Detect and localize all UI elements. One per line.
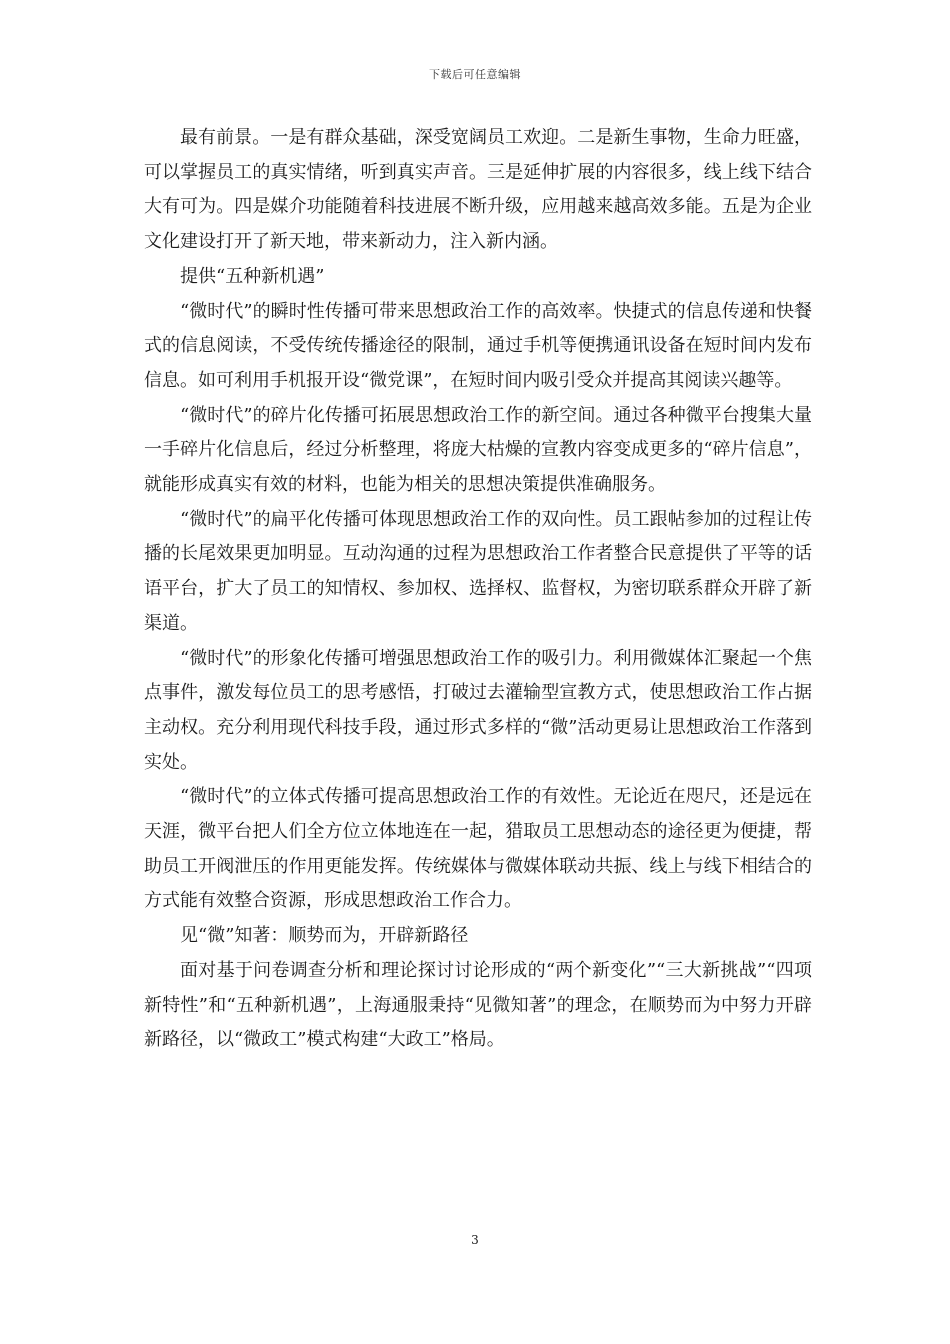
document-body xyxy=(144,121,812,1058)
section-heading-opportunities: 提供“五种新机遇” xyxy=(180,265,325,287)
paragraph-fragmented-spread: “微时代”的碎片化传播可拓展思想政治工作的新空间。通过各种微平台搜集大量一手碎片化信息后，经过分析整理，将庞大枯燥的宣教内容变成更多的“碎片信息”，就能形成真实有效的材料，也能为相关的思想决策提供准确服务。 xyxy=(144,404,812,496)
paragraph-conclusion: 面对基于问卷调查分析和理论探讨讨论形成的“两个新变化”“三大新挑战”“四项新特性”和“五种新机遇”，上海通服秉持“见微知著”的理念，在顺势而为中努力开辟新路径，以“微政工”模式构建“大政工”格局。 xyxy=(144,959,812,1051)
section-heading-new-path: 见“微”知著：顺势而为，开辟新路径 xyxy=(180,925,469,947)
page-number: 3 xyxy=(471,1233,479,1247)
paragraph-flat-spread: “微时代”的扁平化传播可体现思想政治工作的双向性。员工跟帖参加的过程让传播的长尾效果更加明显。互动沟通的过程为思想政治工作者整合民意提供了平等的话语平台，扩大了员工的知情权、参加权、选择权、监督权，为密切联系群众开辟了新渠道。 xyxy=(144,508,812,634)
page-header: 下载后可任意编辑 xyxy=(429,68,521,81)
paragraph-instant-spread: “微时代”的瞬时性传播可带来思想政治工作的高效率。快捷式的信息传递和快餐式的信息阅读，不受传统传播途径的限制，通过手机等便携通讯设备在短时间内发布信息。如可利用手机报开设“微党课”，在短时间内吸引受众并提高其阅读兴趣等。 xyxy=(144,300,812,391)
paragraph-continuation: 最有前景。一是有群众基础，深受宽阔员工欢迎。二是新生事物，生命力旺盛，可以掌握员工的真实情绪，听到真实声音。三是延伸扩展的内容很多，线上线下结合大有可为。四是媒介功能随着科技进展不断升级，应用越来越高效多能。五是为企业文化建设打开了新天地，带来新动力，注入新内涵。 xyxy=(144,127,812,253)
paragraph-multidimensional-spread: “微时代”的立体式传播可提高思想政治工作的有效性。无论近在咫尺，还是远在天涯，微平台把人们全方位立体地连在一起，猎取员工思想动态的途径更为便捷，帮助员工开阀泄压的作用更能发挥。传统媒体与微媒体联动共振、线上与线下相结合的方式能有效整合资源，形成思想政治工作合力。 xyxy=(144,786,812,912)
paragraph-visual-spread: “微时代”的形象化传播可增强思想政治工作的吸引力。利用微媒体汇聚起一个焦点事件，激发每位员工的思考感悟，打破过去灌输型宣教方式，使思想政治工作占据主动权。充分利用现代科技手段，通过形式多样的“微”活动更易让思想政治工作落到实处。 xyxy=(144,647,812,773)
